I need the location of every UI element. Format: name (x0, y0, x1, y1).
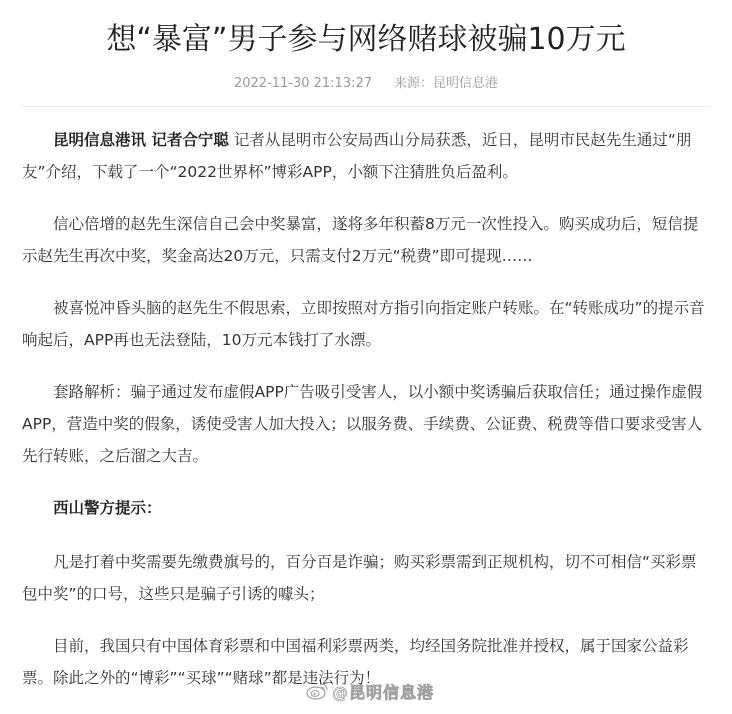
watermark-text: @昆明信息港 (332, 682, 435, 702)
paragraph-7: 目前，我国只有中国体育彩票和中国福利彩票两类，均经国务院批准并授权，属于国家公益彩票。除此之外的“博彩”“买球”“赌球”都是违法行为！ (22, 637, 689, 687)
watermark (306, 679, 434, 703)
header-divider (22, 106, 710, 107)
article-source: 来源：昆明信息港 (394, 76, 499, 91)
section-heading: 西山警方提示： (53, 499, 162, 517)
publish-date: 2022-11-30 21:13:27 (233, 76, 373, 91)
paragraph-text: 记者从昆明市公安局西山分局获悉，近日，昆明市民赵先生通过“朋友”介绍，下载了一个“2022世界杯”博彩APP，小额下注猜胜负后盈利。 (22, 131, 692, 181)
article-meta (0, 75, 732, 93)
paragraph-1 (22, 124, 710, 188)
paragraph-2: 信心倍增的赵先生深信自己会中奖暴富，遂将多年积蓄8万元一次性投入。购买成功后，短信提示赵先生再次中奖，奖金高达20万元，只需支付2万元“税费”即可提现…… (22, 215, 699, 265)
paragraph-3: 被喜悦冲昏头脑的赵先生不假思索，立即按照对方指引向指定账户转账。在“转账成功”的提示音响起后，APP再也无法登陆，10万元本钱打了水漂。 (22, 299, 705, 349)
paragraph-6: 凡是打着中奖需要先缴费旗号的，百分百是诈骗；购买彩票需到正规机构，切不可相信“买彩票包中奖”的口号，这些只是骗子引诱的噱头； (22, 553, 697, 603)
weibo-icon (306, 682, 328, 700)
article-title: 想“暴富”男子参与网络赌球被骗10万元 (106, 22, 626, 57)
paragraph-lead: 昆明信息港讯 记者合宁聪 (53, 131, 229, 149)
paragraph-4: 套路解析：骗子通过发布虚假APP广告吸引受害人，以小额中奖诱骗后获取信任；通过操作虚假APP，营造中奖的假象，诱使受害人加大投入；以服务费、手续费、公证费、税费等借口要求受害人先行转账，之后溜之大吉。 (22, 383, 703, 465)
